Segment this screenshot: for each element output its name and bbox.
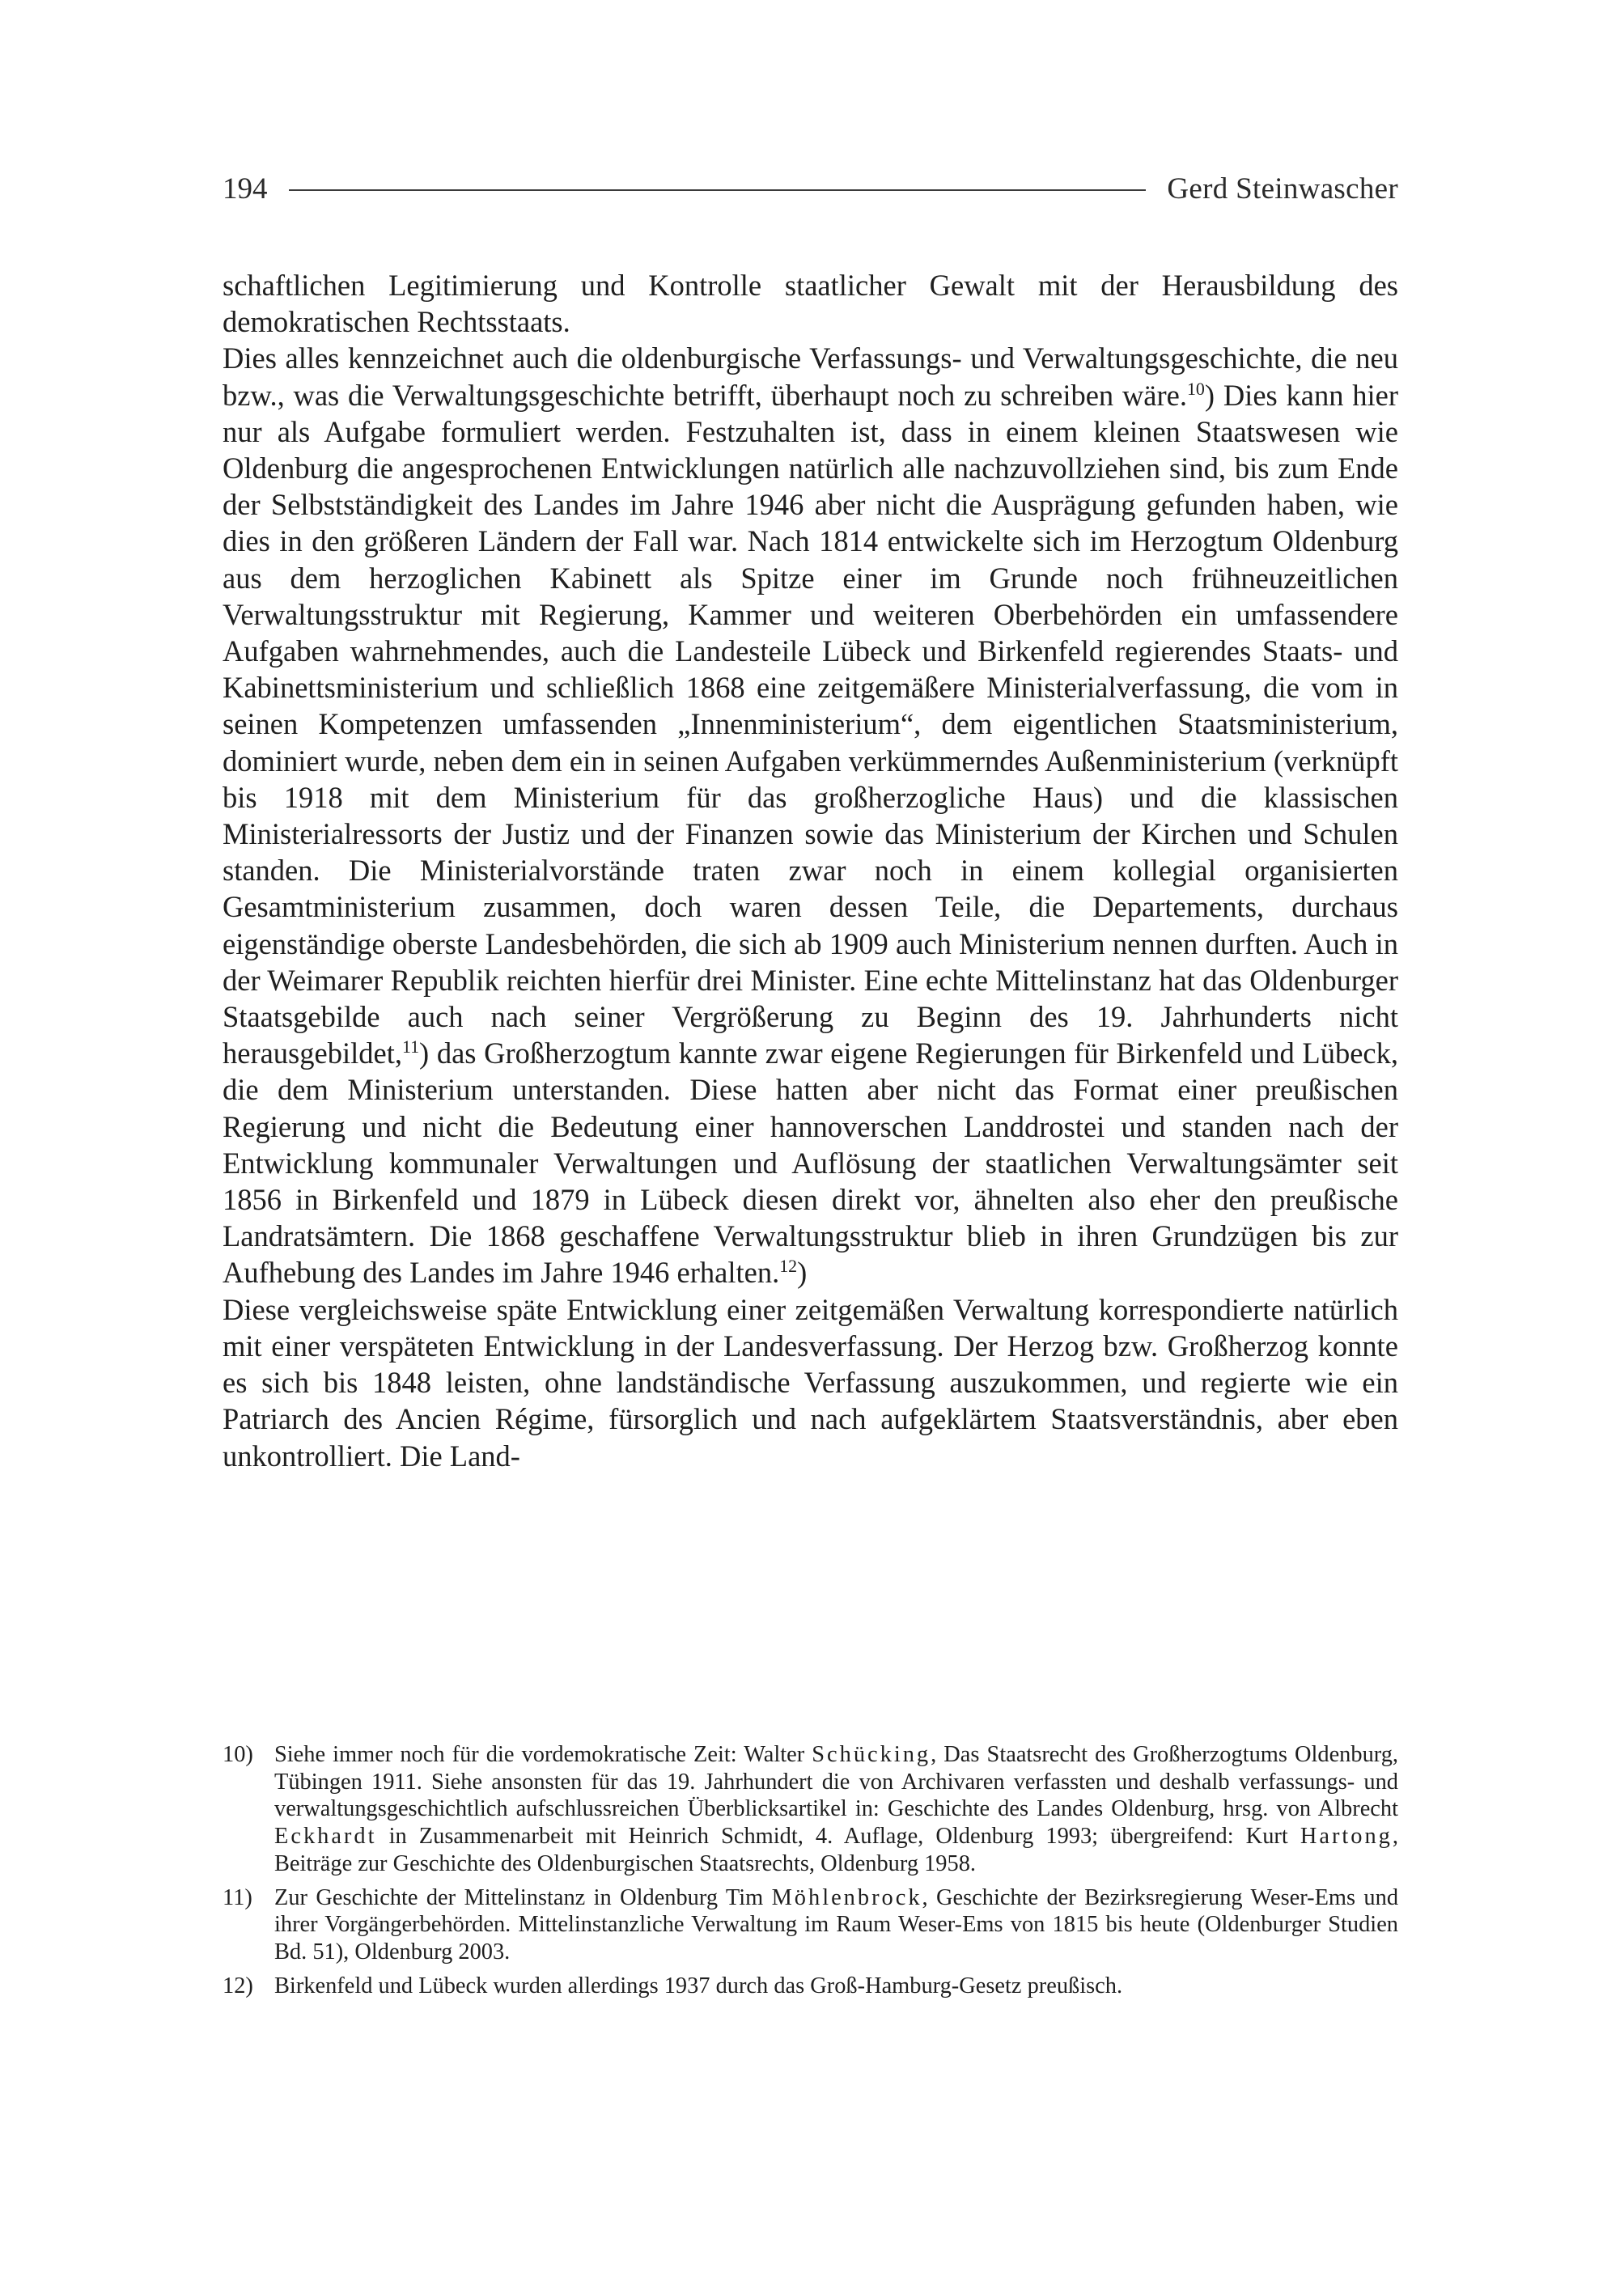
running-head-author: Gerd Steinwascher xyxy=(1167,172,1398,206)
footnote xyxy=(223,1973,1398,2000)
header-rule xyxy=(289,189,1147,191)
paragraph xyxy=(223,340,1398,1291)
footnote xyxy=(223,1884,1398,1966)
text-run: Dies alles kennzeichnet auch die oldenburgische Verfassungs- und Verwaltungsgeschichte, die neu bzw., was die Verwaltungsgeschichte betrifft, überhaupt noch zu schreiben wäre. xyxy=(223,341,1398,412)
text-run: Zur Geschichte der Mittelinstanz in Oldenburg Tim xyxy=(274,1884,772,1910)
text-run: ) xyxy=(797,1256,808,1290)
text-run: , Beiträge zur Geschichte des Oldenburgischen Staatsrechts, Oldenburg 1958. xyxy=(274,1824,1398,1876)
book-page xyxy=(223,0,1398,2293)
footnote-text xyxy=(274,1884,1398,1966)
page-number: 194 xyxy=(223,172,268,206)
footnote xyxy=(223,1741,1398,1878)
footnote-text xyxy=(274,1741,1398,1878)
author-name: Schücking xyxy=(812,1742,931,1767)
footnotes xyxy=(223,1741,1398,2006)
footnote-reference: 10 xyxy=(1186,378,1205,399)
footnote-number: 11) xyxy=(223,1884,252,1910)
text-run: schaftlichen Legitimierung und Kontrolle staatlicher Gewalt mit der Herausbildung des demokratischen Rechtsstaats. xyxy=(223,269,1398,339)
main-text xyxy=(223,267,1398,1474)
paragraph xyxy=(223,1291,1398,1474)
author-name: Möhlenbrock xyxy=(771,1884,922,1910)
text-run: Diese vergleichsweise späte Entwicklung einer zeitgemäßen Verwaltung korrespondierte natürlich mit einer verspäteten Entwicklung in der Landesverfassung. Der Herzog bzw. Großherzog konnte es sich bis 1848 leisten, ohne landständische Verfassung auszukommen, und regierte wie ein Patriarch des Ancien Régime, fürsorglich und nach aufgeklärtem Staatsverständnis, aber eben unkontrolliert. Die Land- xyxy=(223,1292,1398,1473)
author-name: Hartong xyxy=(1300,1824,1393,1850)
running-header xyxy=(223,166,1398,211)
text-run: Siehe immer noch für die vordemokratische Zeit: Walter xyxy=(274,1742,812,1767)
footnote-number: 10) xyxy=(223,1742,253,1767)
footnote-text xyxy=(274,1973,1398,2000)
footnote-number: 12) xyxy=(223,1973,253,1998)
paragraph xyxy=(223,267,1398,340)
text-run: , Das Staatsrecht des Großherzogtums Oldenburg, Tübingen 1911. Siehe ansonsten für das 19. Jahrhundert die von Archivaren verfassten und deshalb verfassungs- und verwaltungsgeschichtlich aufschlussreichen Überblicksartikel in: Geschichte des Landes Oldenburg, hrsg. von Albrecht xyxy=(274,1742,1398,1822)
text-run: , Geschichte der Bezirksregierung Weser-Ems und ihrer Vorgängerbehörden. Mittelinstanzliche Verwaltung im Raum Weser-Ems von 1815 bis heute (Oldenburger Studien Bd. 51), Oldenburg 2003. xyxy=(274,1884,1399,1965)
text-run: Birkenfeld und Lübeck wurden allerdings 1937 durch das Groß-Hamburg-Gesetz preußisch. xyxy=(274,1973,1123,1998)
footnote-reference: 12 xyxy=(779,1256,798,1277)
text-run: ) Dies kann hier nur als Aufgabe formuliert werden. Festzuhalten ist, dass in einem kleinen Staatswesen wie Oldenburg die angesprochenen Entwicklungen natürlich alle nachzuvollziehen sind, bis zum Ende der Selbstständigkeit des Landes im Jahre 1946 aber nicht die Ausprägung gefunden haben, wie dies in den größeren Ländern der Fall war. Nach 1814 entwickelte sich im Herzogtum Oldenburg aus dem herzoglichen Kabinett als Spitze einer im Grunde noch frühneuzeitlichen Verwaltungsstruktur mit Regierung, Kammer und weiteren Oberbehörden ein umfassendere Aufgaben wahrnehmendes, auch die Landesteile Lübeck und Birkenfeld regierendes Staats- und Kabinettsministerium und schließlich 1868 eine zeitgemäßere Ministerialverfassung, die vom in seinen Kompetenzen umfassenden „Innenministerium“, dem eigentlichen Staatsministerium, dominiert wurde, neben dem ein in seinen Aufgaben verkümmerndes Außenministerium (verknüpft bis 1918 mit dem Ministerium für das großherzogliche Haus) und die klassischen Ministerialressorts der Justiz und der Finanzen sowie das Ministerium der Kirchen und Schulen standen. Die Ministerialvorstände traten zwar noch in einem kollegial organisierten Gesamtministerium zusammen, doch waren dessen Teile, die Departements, durchaus eigenständige oberste Landesbehörden, die sich ab 1909 auch Ministerium nennen durften. Auch in der Weimarer Republik reichten hierfür drei Minister. Eine echte Mittelinstanz hat das Oldenburger Staatsgebilde auch nach seiner Vergrößerung zu Beginn des 19. Jahrhunderts nicht herausgebildet, xyxy=(223,378,1398,1070)
footnote-reference: 11 xyxy=(401,1036,420,1057)
text-run: ) das Großherzogtum kannte zwar eigene Regierungen für Birkenfeld und Lübeck, die dem Ministerium unterstanden. Diese hatten aber nicht das Format einer preußischen Regierung und nicht die Bedeutung einer hannoverschen Landdrostei und standen nach der Entwicklung kommunaler Verwaltungen und Auflösung der staatlichen Verwaltungsämter seit 1856 in Birkenfeld und 1879 in Lübeck diesen direkt vor, ähnelten also eher den preußische Landratsämtern. Die 1868 geschaffene Verwaltungsstruktur blieb in ihren Grundzügen bis zur Aufhebung des Landes im Jahre 1946 erhalten. xyxy=(223,1036,1398,1290)
author-name: Eckhardt xyxy=(274,1824,377,1850)
text-run: in Zusammenarbeit mit Heinrich Schmidt, 4. Auflage, Oldenburg 1993; übergreifend: Kurt xyxy=(376,1824,1300,1850)
